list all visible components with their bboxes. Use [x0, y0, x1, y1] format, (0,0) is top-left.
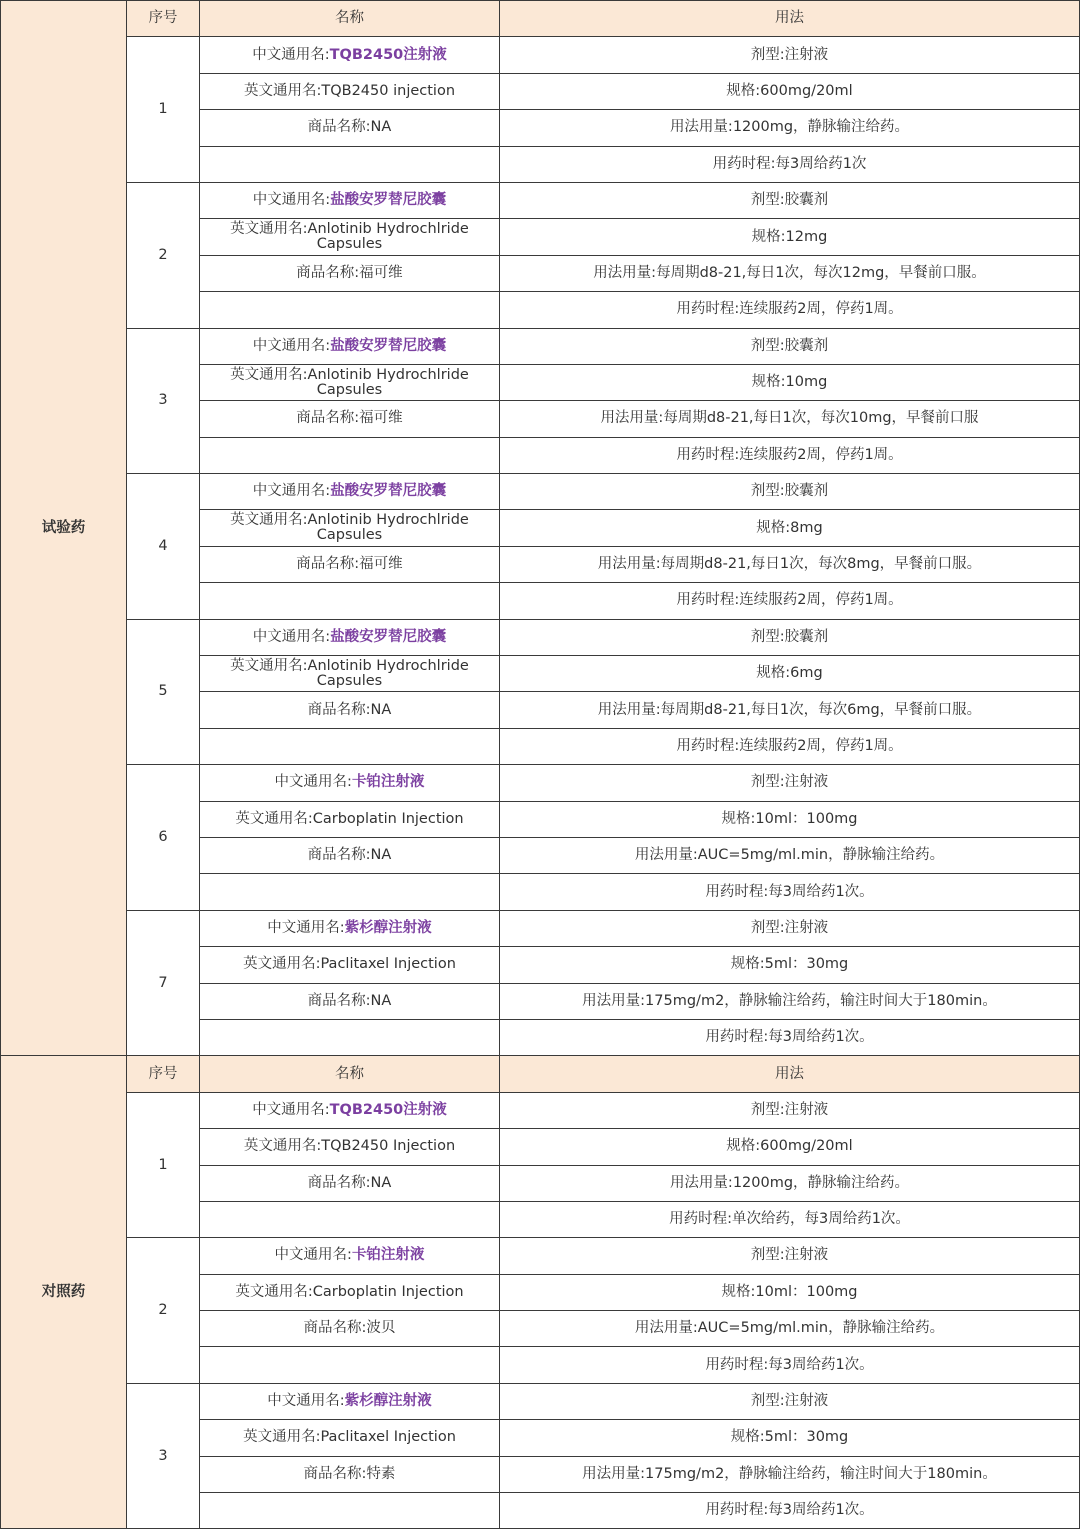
- seq-cell: 3: [127, 328, 200, 474]
- header-seq: 序号: [127, 1056, 200, 1092]
- usage-cell: 规格:10mg: [500, 364, 1080, 400]
- name-cell: [200, 37, 500, 73]
- seq-cell: 7: [127, 910, 200, 1056]
- usage-cell: 剂型:注射液: [500, 1383, 1080, 1419]
- name-text: 英文通用名:TQB2450 Injection: [243, 1138, 456, 1155]
- drug-name-highlight: 紫杉醇注射液: [344, 1393, 432, 1410]
- drug-table-body: [1, 1, 1080, 1529]
- name-text: 英文通用名:Paclitaxel Injection: [243, 956, 456, 973]
- name-cell: [200, 110, 500, 146]
- name-text: 商品名称:NA: [307, 847, 392, 864]
- usage-cell: 剂型:胶囊剂: [500, 328, 1080, 364]
- usage-cell: 剂型:胶囊剂: [500, 619, 1080, 655]
- name-text: 商品名称:福可维: [296, 410, 403, 427]
- usage-cell: 用药时程:每3周给药1次。: [500, 1347, 1080, 1383]
- usage-cell: 用药时程:每3周给药1次。: [500, 1493, 1080, 1529]
- usage-cell: 用法用量:1200mg，静脉输注给药。: [500, 1165, 1080, 1201]
- usage-cell: 用法用量:每周期d8-21,每日1次，每次10mg，早餐前口服: [500, 401, 1080, 437]
- usage-cell: 用药时程:每3周给药1次: [500, 146, 1080, 182]
- name-text: 中文通用名:: [252, 483, 331, 500]
- name-text: 中文通用名:: [252, 337, 331, 354]
- table-row: [1, 1092, 1080, 1128]
- usage-cell: 剂型:注射液: [500, 910, 1080, 946]
- usage-cell: 用药时程:连续服药2周，停药1周。: [500, 437, 1080, 473]
- usage-cell: 规格:8mg: [500, 510, 1080, 546]
- header-usage: 用法: [500, 1056, 1080, 1092]
- name-cell: [200, 1129, 500, 1165]
- drug-name-highlight: 卡铂注射液: [351, 1247, 425, 1264]
- name-text: 商品名称:福可维: [296, 264, 403, 281]
- name-cell: [200, 983, 500, 1019]
- drug-name-highlight: 盐酸安罗替尼胶囊: [330, 192, 447, 209]
- name-text: 英文通用名:Anlotinib Hydrochlride Capsules: [230, 366, 469, 398]
- header-row: [1, 1, 1080, 37]
- header-name: 名称: [200, 1056, 500, 1092]
- name-cell: [200, 474, 500, 510]
- group-label: 试验药: [1, 1, 127, 1056]
- seq-cell: 6: [127, 765, 200, 911]
- seq-cell: 3: [127, 1383, 200, 1529]
- name-cell: [200, 255, 500, 291]
- usage-cell: 剂型:胶囊剂: [500, 182, 1080, 218]
- name-cell: [200, 692, 500, 728]
- table-row: [1, 37, 1080, 73]
- name-text: 中文通用名:: [267, 1393, 345, 1410]
- name-cell: [200, 656, 500, 692]
- usage-cell: 用法用量:AUC=5mg/ml.min，静脉输注给药。: [500, 837, 1080, 873]
- seq-cell: 5: [127, 619, 200, 765]
- table-row: [1, 1383, 1080, 1419]
- name-cell: [200, 1165, 500, 1201]
- name-text: 中文通用名:: [252, 192, 331, 209]
- seq-cell: 4: [127, 474, 200, 620]
- name-cell: [200, 1201, 500, 1237]
- usage-cell: 规格:6mg: [500, 656, 1080, 692]
- usage-cell: 用药时程:每3周给药1次。: [500, 874, 1080, 910]
- table-row: [1, 328, 1080, 364]
- usage-cell: 规格:12mg: [500, 219, 1080, 255]
- name-cell: [200, 1274, 500, 1310]
- usage-cell: 剂型:胶囊剂: [500, 474, 1080, 510]
- name-cell: [200, 1092, 500, 1128]
- name-text: 中文通用名:: [252, 1101, 330, 1118]
- seq-cell: 2: [127, 1238, 200, 1384]
- drug-name-highlight: 盐酸安罗替尼胶囊: [330, 337, 447, 354]
- name-cell: [200, 1493, 500, 1529]
- header-seq: 序号: [127, 1, 200, 37]
- name-text: 商品名称:福可维: [296, 556, 403, 573]
- table-row: [1, 619, 1080, 655]
- name-cell: [200, 1347, 500, 1383]
- name-text: 中文通用名:: [267, 919, 345, 936]
- usage-cell: 规格:10ml：100mg: [500, 801, 1080, 837]
- name-text: 商品名称:NA: [307, 992, 392, 1009]
- drug-name-highlight: TQB2450注射液: [329, 46, 447, 63]
- name-text: 商品名称:NA: [307, 1174, 392, 1191]
- name-text: 中文通用名:: [274, 774, 352, 791]
- name-text: 英文通用名:Carboplatin Injection: [235, 810, 464, 827]
- name-cell: [200, 146, 500, 182]
- usage-cell: 用法用量:每周期d8-21,每日1次，每次12mg，早餐前口服。: [500, 255, 1080, 291]
- name-cell: [200, 182, 500, 218]
- name-cell: [200, 1383, 500, 1419]
- name-cell: [200, 546, 500, 582]
- name-text: 英文通用名:Paclitaxel Injection: [243, 1429, 456, 1446]
- usage-cell: 用法用量:175mg/m2，静脉输注给药，输注时间大于180min。: [500, 1456, 1080, 1492]
- name-text: 英文通用名:Anlotinib Hydrochlride Capsules: [230, 221, 469, 253]
- usage-cell: 剂型:注射液: [500, 765, 1080, 801]
- usage-cell: 规格:5ml：30mg: [500, 947, 1080, 983]
- name-cell: [200, 219, 500, 255]
- header-row: [1, 1056, 1080, 1092]
- usage-cell: 规格:10ml：100mg: [500, 1274, 1080, 1310]
- usage-cell: 剂型:注射液: [500, 1238, 1080, 1274]
- seq-cell: 1: [127, 37, 200, 183]
- seq-cell: 1: [127, 1092, 200, 1238]
- name-cell: [200, 1019, 500, 1055]
- usage-cell: 用药时程:单次给药，每3周给药1次。: [500, 1201, 1080, 1237]
- table-row: [1, 765, 1080, 801]
- name-cell: [200, 364, 500, 400]
- name-text: 中文通用名:: [274, 1247, 352, 1264]
- table-row: [1, 182, 1080, 218]
- name-cell: [200, 510, 500, 546]
- table-row: [1, 1238, 1080, 1274]
- table-row: [1, 910, 1080, 946]
- seq-cell: 2: [127, 182, 200, 328]
- header-name: 名称: [200, 1, 500, 37]
- name-text: 英文通用名:Anlotinib Hydrochlride Capsules: [230, 512, 469, 544]
- name-cell: [200, 874, 500, 910]
- name-cell: [200, 1311, 500, 1347]
- usage-cell: 用药时程:连续服药2周，停药1周。: [500, 583, 1080, 619]
- name-cell: [200, 292, 500, 328]
- header-usage: 用法: [500, 1, 1080, 37]
- name-cell: [200, 728, 500, 764]
- name-text: 中文通用名:: [252, 46, 330, 63]
- name-cell: [200, 765, 500, 801]
- drug-name-highlight: 卡铂注射液: [351, 774, 425, 791]
- usage-cell: 剂型:注射液: [500, 37, 1080, 73]
- name-cell: [200, 801, 500, 837]
- name-cell: [200, 401, 500, 437]
- usage-cell: 用法用量:每周期d8-21,每日1次，每次6mg，早餐前口服。: [500, 692, 1080, 728]
- usage-cell: 用药时程:每3周给药1次。: [500, 1019, 1080, 1055]
- drug-name-highlight: TQB2450注射液: [329, 1101, 447, 1118]
- name-cell: [200, 437, 500, 473]
- name-cell: [200, 1456, 500, 1492]
- name-text: 商品名称:波贝: [303, 1320, 396, 1337]
- name-cell: [200, 583, 500, 619]
- usage-cell: 剂型:注射液: [500, 1092, 1080, 1128]
- name-cell: [200, 1238, 500, 1274]
- drug-name-highlight: 紫杉醇注射液: [344, 919, 432, 936]
- usage-cell: 规格:5ml：30mg: [500, 1420, 1080, 1456]
- usage-cell: 用法用量:AUC=5mg/ml.min，静脉输注给药。: [500, 1311, 1080, 1347]
- table-row: [1, 474, 1080, 510]
- usage-cell: 规格:600mg/20ml: [500, 73, 1080, 109]
- usage-cell: 用法用量:每周期d8-21,每日1次，每次8mg，早餐前口服。: [500, 546, 1080, 582]
- drug-name-highlight: 盐酸安罗替尼胶囊: [330, 483, 447, 500]
- usage-cell: 规格:600mg/20ml: [500, 1129, 1080, 1165]
- name-cell: [200, 1420, 500, 1456]
- usage-cell: 用法用量:1200mg，静脉输注给药。: [500, 110, 1080, 146]
- name-cell: [200, 73, 500, 109]
- name-cell: [200, 837, 500, 873]
- usage-cell: 用药时程:连续服药2周，停药1周。: [500, 292, 1080, 328]
- name-text: 英文通用名:Anlotinib Hydrochlride Capsules: [230, 657, 469, 689]
- name-text: 英文通用名:TQB2450 injection: [243, 82, 456, 99]
- name-text: 商品名称:特素: [303, 1465, 396, 1482]
- usage-cell: 用药时程:连续服药2周，停药1周。: [500, 728, 1080, 764]
- name-text: 商品名称:NA: [307, 119, 392, 136]
- drug-name-highlight: 盐酸安罗替尼胶囊: [330, 628, 447, 645]
- name-text: 中文通用名:: [252, 628, 331, 645]
- name-cell: [200, 910, 500, 946]
- group-label: 对照药: [1, 1056, 127, 1529]
- name-cell: [200, 328, 500, 364]
- usage-cell: 用法用量:175mg/m2，静脉输注给药，输注时间大于180min。: [500, 983, 1080, 1019]
- name-text: 英文通用名:Carboplatin Injection: [235, 1283, 464, 1300]
- name-cell: [200, 619, 500, 655]
- name-cell: [200, 947, 500, 983]
- name-text: 商品名称:NA: [307, 701, 392, 718]
